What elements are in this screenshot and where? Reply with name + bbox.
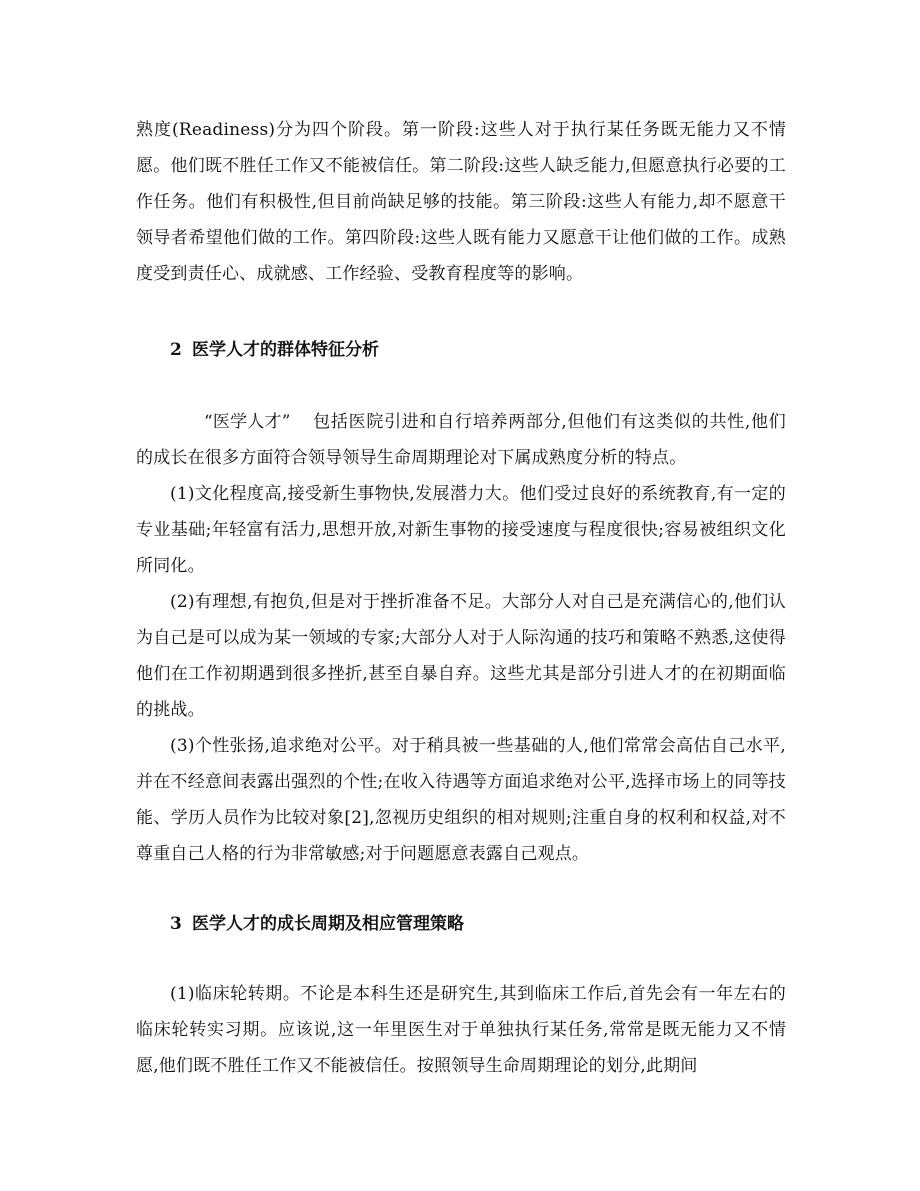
section-2-item-1: (1)文化程度高,接受新生事物快,发展潜力大。他们受过良好的系统教育,有一定的专业基础;年轻富有活力,思想开放,对新生事物的接受速度与程度很快;容易被组织文化所同化。 — [136, 484, 786, 576]
lead-term: “医学人才” — [204, 412, 291, 432]
section-2-heading — [170, 332, 379, 368]
lead-text: 包括医院引进和自行培养两部分,但他们有这类似的共性,他们的成长在很多方面符合领导领导生命周期理论对下属成熟度分析的特点。 — [136, 412, 786, 468]
section-3-heading — [170, 906, 464, 942]
intro-paragraph: 熟度(Readiness)分为四个阶段。第一阶段:这些人对于执行某任务既无能力又不情愿。他们既不胜任工作又不能被信任。第二阶段:这些人缺乏能力,但愿意执行必要的工作任务。他们有积极性,但目前尚缺足够的技能。第三阶段:这些人有能力,却不愿意干领导者希望他们做的工作。第四阶段:这些人既有能力又愿意干让他们做的工作。成熟度受到责任心、成就感、工作经验、受教育程度等的影响。 — [136, 120, 786, 284]
section-2-number: 2 — [170, 340, 182, 360]
section-2-title: 医学人才的群体特征分析 — [192, 340, 379, 360]
section-2-item-3: (3)个性张扬,追求绝对公平。对于稍具被一些基础的人,他们常常会高估自己水平,并在不经意间表露出强烈的个性;在收入待遇等方面追求绝对公平,选择市场上的同等技能、学历人员作为比较对象[2],忽视历史组织的相对规则;注重自身的权利和权益,对不尊重自己人格的行为非常敏感;对于问题愿意表露自己观点。 — [136, 736, 786, 864]
section-3-number: 3 — [170, 914, 182, 934]
section-3-item-1: (1)临床轮转期。不论是本科生还是研究生,其到临床工作后,首先会有一年左右的临床轮转实习期。应该说,这一年里医生对于单独执行某任务,常常是既无能力又不情愿,他们既不胜任工作又不能被信任。按照领导生命周期理论的划分,此期间 — [136, 984, 786, 1076]
section-2-item-2: (2)有理想,有抱负,但是对于挫折准备不足。大部分人对自己是充满信心的,他们认为自己是可以成为某一领域的专家;大部分人对于人际沟通的技巧和策略不熟悉,这使得他们在工作初期遇到很多挫折,甚至自暴自弃。这些尤其是部分引进人才的在初期面临的挑战。 — [136, 592, 786, 720]
section-3-title: 医学人才的成长周期及相应管理策略 — [192, 914, 464, 934]
section-2-lead-paragraph — [136, 404, 786, 476]
